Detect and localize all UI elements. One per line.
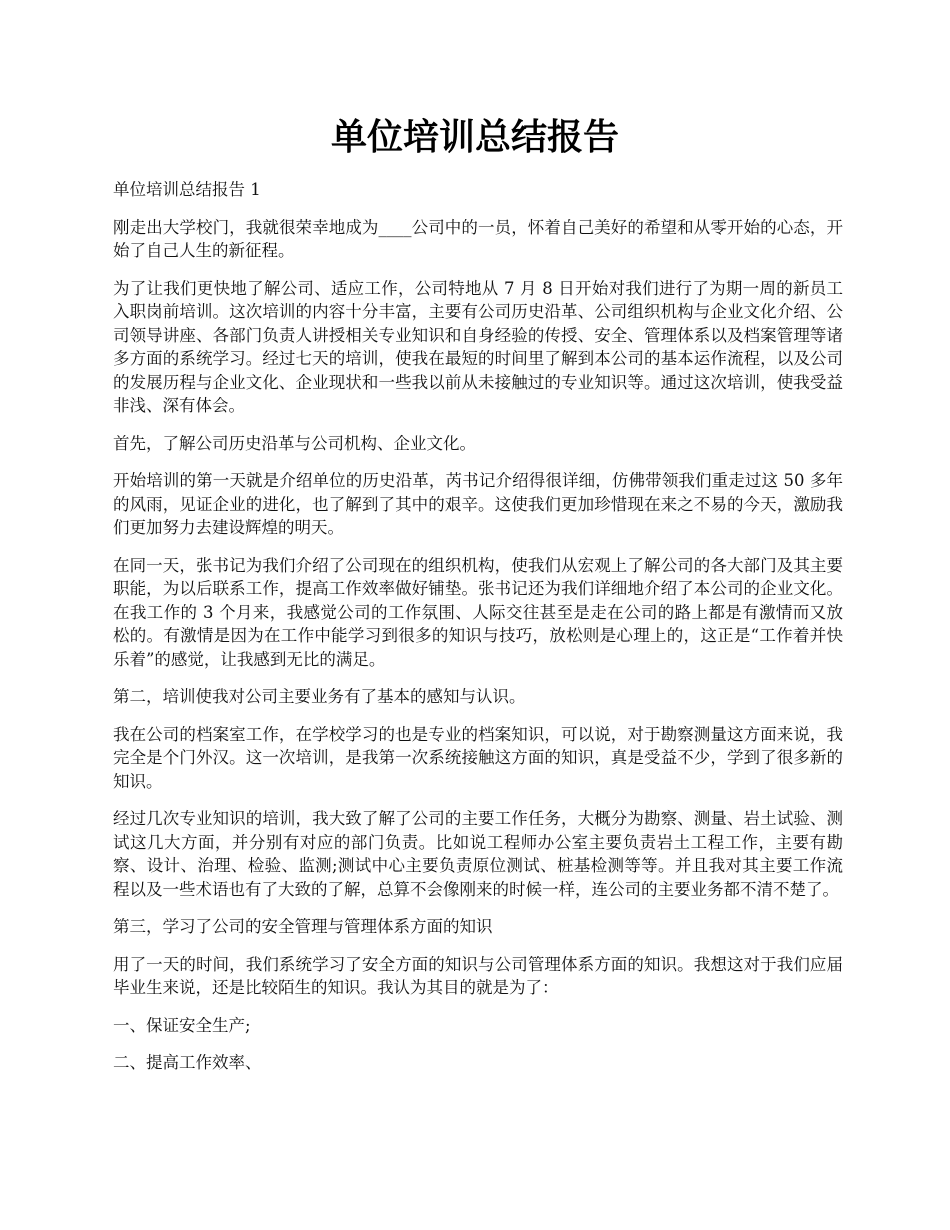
paragraph: 在同一天，张书记为我们介绍了公司现在的组织机构，使我们从宏观上了解公司的各大部门及其主要职能，为以后联系工作，提高工作效率做好铺垫。张书记还为我们详细地介绍了本公司的企业文化。在我工作的 3 个月来，我感觉公司的工作氛围、人际交往甚至是走在公司的路上都是有激情而又放松的。有激情是因为在工作中能学习到很多的知识与技巧，放松则是心理上的，这正是“工作着并快乐着”的感觉，让我感到无比的满足。 bbox=[113, 555, 843, 669]
list-item: 一、保证安全生产; bbox=[113, 1015, 251, 1035]
paragraph: 经过几次专业知识的培训，我大致了解了公司的主要工作任务，大概分为勘察、测量、岩土试验、测试这几大方面，并分别有对应的部门负责。比如说工程师办公室主要负责岩土工程工作，主要有勘察、设计、治理、检验、监测;测试中心主要负责原位测试、桩基检测等等。并且我对其主要工作流程以及一些术语也有了大致的了解，总算不会像刚来的时候一样，连公司的主要业务都不清不楚了。 bbox=[113, 809, 843, 899]
paragraph: 我在公司的档案室工作，在学校学习的也是专业的档案知识，可以说，对于勘察测量这方面来说，我完全是个门外汉。这一次培训，是我第一次系统接触这方面的知识，真是受益不少，学到了很多新的知识。 bbox=[113, 724, 843, 791]
document-body bbox=[113, 178, 843, 1089]
paragraph: 用了一天的时间，我们系统学习了安全方面的知识与公司管理体系方面的知识。我想这对于我们应届毕业生来说，还是比较陌生的知识。我认为其目的就是为了： bbox=[113, 954, 843, 997]
paragraph: 为了让我们更快地了解公司、适应工作，公司特地从 7 月 8 日开始对我们进行了为期一周的新员工入职岗前培训。这次培训的内容十分丰富，主要有公司历史沿革、公司组织机构与企业文化介绍、公司领导讲座、各部门负责人讲授相关专业知识和自身经验的传授、安全、管理体系以及档案管理等诸多方面的系统学习。经过七天的培训，使我在最短的时间里了解到本公司的基本运作流程，以及公司的发展历程与企业文化、企业现状和一些我以前从未接触过的专业知识等。通过这次培训，使我受益非浅、深有体会。 bbox=[113, 278, 843, 415]
paragraph-subtitle: 单位培训总结报告 1 bbox=[113, 180, 261, 199]
paragraph: 刚走出大学校门，我就很荣幸地成为____公司中的一员，怀着自己美好的希望和从零开始的心态，开始了自己人生的新征程。 bbox=[113, 217, 843, 260]
paragraph-heading: 首先，了解公司历史沿革与公司机构、企业文化。 bbox=[113, 433, 476, 453]
list-item: 二、提高工作效率、 bbox=[113, 1053, 262, 1072]
document-title: 单位培训总结报告 bbox=[330, 116, 619, 158]
paragraph: 开始培训的第一天就是介绍单位的历史沿革，芮书记介绍得很详细，仿佛带领我们重走过这 50 多年的风雨，见证企业的进化，也了解到了其中的艰辛。这使我们更加珍惜现在来之不易的今天，激励我们更加努力去建设辉煌的明天。 bbox=[113, 471, 843, 537]
paragraph-heading: 第三，学习了公司的安全管理与管理体系方面的知识 bbox=[113, 917, 493, 936]
paragraph-heading: 第二，培训使我对公司主要业务有了基本的感知与认识。 bbox=[113, 687, 526, 706]
